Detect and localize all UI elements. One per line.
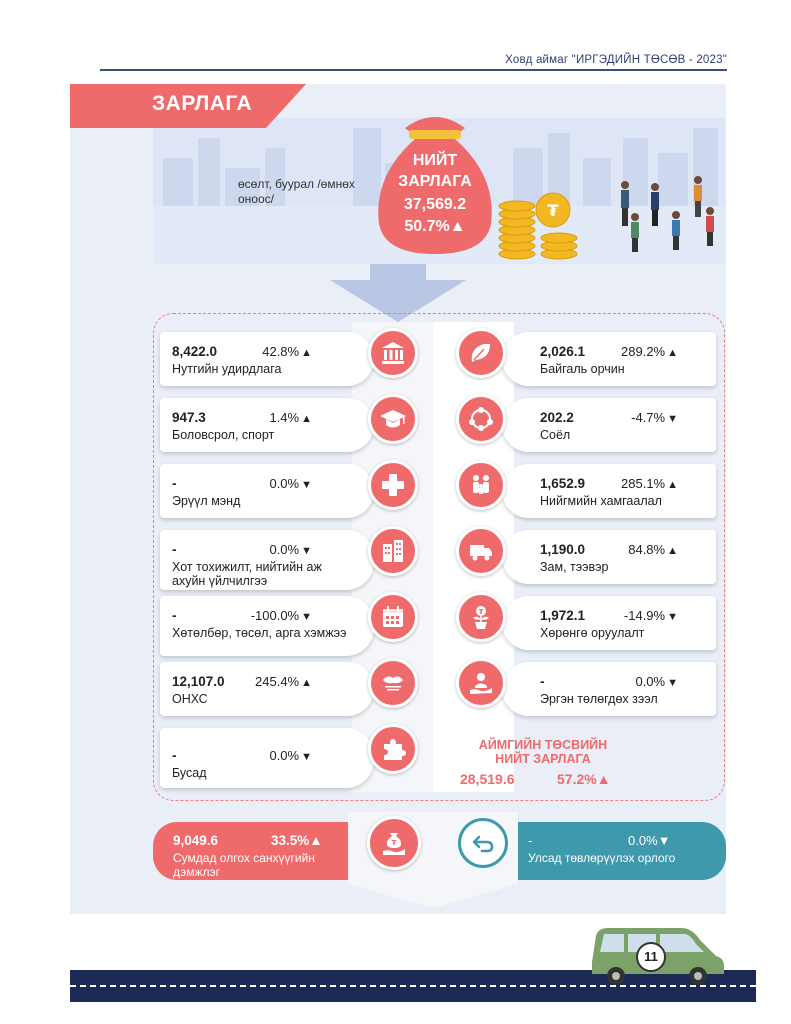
puzzle-icon [368,724,418,774]
svg-text:₮: ₮ [478,608,484,616]
total-label [390,150,480,192]
svg-text:₮: ₮ [391,839,397,847]
card-value: 9,049.6 [173,833,219,848]
card-pct: 285.1% ▲ [621,476,678,491]
card-value: - [540,674,545,689]
svg-text:₮: ₮ [547,201,559,220]
return-arrow-icon [458,818,508,868]
onhs-logo-icon [368,658,418,708]
expense-card-education [160,398,374,452]
expense-card-transport [502,530,716,584]
expense-card-local-admin [160,332,374,386]
truck-icon [456,526,506,576]
aimag-total-pct: 57.2%▲ [557,771,611,787]
hand-person-icon [456,658,506,708]
money-hand-icon [367,816,421,870]
card-pct: 0.0% ▼ [635,674,678,689]
money-plant-icon [456,592,506,642]
expense-card-urban [160,530,374,590]
buildings-icon [368,526,418,576]
card-pct: 84.8% ▲ [628,542,678,557]
card-value: - [172,748,177,763]
expense-card-programs [160,596,374,656]
card-pct: 245.4% ▲ [255,674,312,689]
header-title: Ховд аймаг "ИРГЭДИЙН ТӨСӨВ - 2023" [505,54,727,66]
calendar-icon [368,592,418,642]
legend-text: өсөлт, буурал /өмнөх оноос/ [238,177,355,206]
aimag-total-label [468,738,618,766]
card-label: Хөрөнгө оруулалт [540,626,645,640]
expense-card-other [160,728,374,788]
card-label: Бусад [172,766,207,780]
card-label: Соёл [540,428,571,442]
family-icon [456,460,506,510]
card-value: - [528,833,533,848]
card-value: 12,107.0 [172,674,225,689]
bank-icon [368,328,418,378]
aimag-total-value: 28,519.6 [460,771,515,787]
card-label: Байгаль орчин [540,362,625,376]
total-value: 37,569.2 [403,196,467,213]
card-label: Нутгийн удирдлага [172,362,282,376]
expense-card-social-welfare [502,464,716,518]
card-pct: 0.0% ▼ [269,476,312,491]
people-icon [610,175,730,255]
expense-card-culture [502,398,716,452]
total-label-line1: НИЙТ [412,152,458,169]
card-label: Эргэн төлөгдөх зээл [540,692,658,706]
card-label: Хөтөлбөр, төсөл, арга хэмжээ [172,626,347,640]
card-label: Зам, тээвэр [540,560,609,574]
card-value: - [172,476,177,491]
card-label: Хот тохижилт, нийтийн аж ахуйн үйлчилгээ [172,560,322,588]
page-number: 11 [636,942,666,972]
card-value: 1,652.9 [540,476,586,491]
expense-card-onhs [160,662,374,716]
card-value: 1,190.0 [540,542,586,557]
card-pct: 0.0% ▼ [269,542,312,557]
total-pct: 50.7%▲ [404,218,466,235]
expense-card-investment [502,596,716,650]
aimag-total-label-line2: НИЙТ ЗАРЛАГА [495,752,591,766]
card-label: Нийгмийн хамгаалал [540,494,662,508]
header-line [100,69,727,71]
card-value: 2,026.1 [540,344,586,359]
section-title: ЗАРЛАГА [152,92,253,115]
card-pct: 42.8% ▲ [262,344,312,359]
card-pct: -4.7% ▼ [631,410,678,425]
card-pct: 1.4% ▲ [269,410,312,425]
medical-cross-icon [368,460,418,510]
bottom-card-state-revenue [482,822,726,880]
card-value: 1,972.1 [540,608,586,623]
card-value: - [172,608,177,623]
expense-card-environment [502,332,716,386]
card-label: Улсад төвлөрүүлэх орлого [528,851,676,865]
card-label: Боловсрол, спорт [172,428,275,442]
card-pct: 33.5%▲ [271,833,323,848]
people-circle-icon [456,394,506,444]
card-pct: 0.0%▼ [628,833,671,848]
leaf-icon [456,328,506,378]
expense-card-health [160,464,374,518]
card-pct: 289.2% ▲ [621,344,678,359]
card-value: 947.3 [172,410,206,425]
card-pct: -14.9% ▼ [624,608,678,623]
total-label-line2: ЗАРЛАГА [398,173,472,190]
card-value: 202.2 [540,410,574,425]
card-label: Сумдад олгох санхүүгийн дэмжлэг [173,851,315,879]
card-label: Эрүүл мэнд [172,494,241,508]
expense-card-loan [502,662,716,716]
graduation-cap-icon [368,394,418,444]
aimag-total-label-line1: АЙМГИЙН ТӨСВИЙН [478,738,608,752]
card-pct: -100.0% ▼ [251,608,312,623]
card-value: - [172,542,177,557]
card-label: ОНХС [172,692,208,706]
card-value: 8,422.0 [172,344,218,359]
coins-icon [495,180,581,262]
card-pct: 0.0% ▼ [269,748,312,763]
